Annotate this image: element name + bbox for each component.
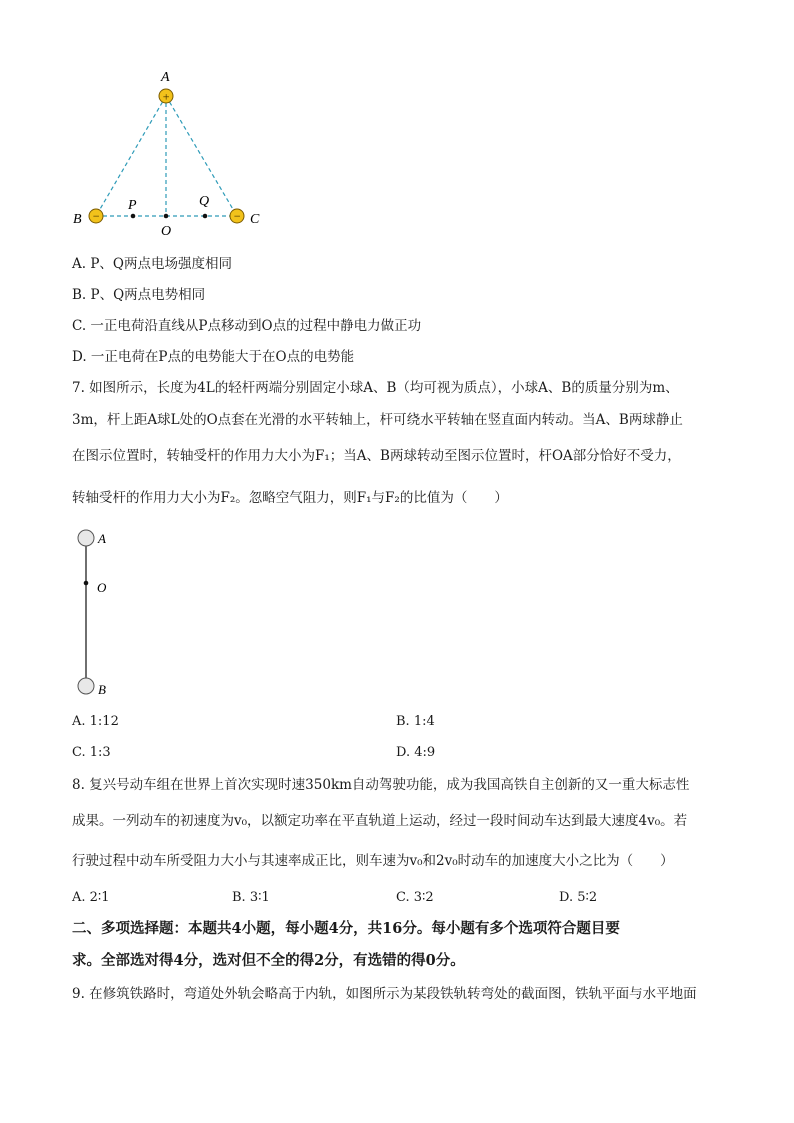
q6-option-c: C. 一正电荷沿直线从P点移动到O点的过程中静电力做正功 [72, 318, 422, 334]
ball-A [78, 530, 94, 546]
rod-label-A: A [98, 531, 106, 546]
q8-option-c: C. 3∶2 [396, 890, 434, 905]
section2-heading-line2: 求。全部选对得4分，选对但不全的得2分，有选错的得0分。 [72, 952, 465, 969]
q7-option-d: D. 4:9 [396, 745, 436, 760]
q7-option-b: B. 1:4 [396, 714, 435, 729]
q9-stem-line1: 9. 在修筑铁路时，弯道处外轨会略高于内轨，如图所示为某段铁轨转弯处的截面图，铁轨平面与水平地面 [72, 986, 697, 1002]
q7-option-a: A. 1:12 [72, 714, 119, 729]
label-O: O [161, 224, 172, 239]
rod-label-O: O [97, 580, 107, 595]
q7-stem-line4: 转轴受杆的作用力大小为F₂。忽略空气阻力，则F₁与F₂的比值为（ ） [72, 490, 508, 506]
charge-C-sign: − [232, 209, 242, 223]
q8-stem-line3: 行驶过程中动车所受阻力大小与其速率成正比，则车速为v₀和2v₀时动车的加速度大小之比为（ ） [72, 853, 674, 869]
label-C: C [250, 212, 260, 227]
charge-triangle-figure [60, 62, 290, 240]
label-P: P [128, 198, 137, 213]
q6-option-d: D. 一正电荷在P点的电势能大于在O点的电势能 [72, 349, 355, 365]
rod-label-B: B [98, 682, 106, 697]
point-P [131, 214, 136, 219]
q7-option-c: C. 1:3 [72, 745, 111, 760]
q8-stem-line2: 成果。一列动车的初速度为v₀，以额定功率在平直轨道上运动，经过一段时间动车达到最大速度4v₀。若 [72, 813, 688, 829]
q8-option-d: D. 5∶2 [559, 890, 598, 905]
q6-option-b: B. P、Q两点电势相同 [72, 287, 206, 303]
point-Q [203, 214, 208, 219]
ball-B [78, 678, 94, 694]
label-A: A [161, 70, 170, 85]
charge-A-sign: + [161, 89, 171, 104]
q7-stem-line3: 在图示位置时，转轴受杆的作用力大小为F₁；当A、B两球转动至图示位置时，杆OA部分恰好不受力， [72, 448, 681, 464]
q7-stem-line1: 7. 如图所示，长度为4L的轻杆两端分别固定小球A、B（均可视为质点），小球A、B的质量分别为m、 [72, 380, 679, 396]
q8-option-b: B. 3∶1 [232, 890, 270, 905]
q6-option-a: A. P、Q两点电场强度相同 [72, 256, 232, 272]
q7-stem-line2: 3m，杆上距A球L处的O点套在光滑的水平转轴上，杆可绕水平转轴在竖直面内转动。当A、B两球静止 [72, 412, 683, 428]
point-O [164, 214, 169, 219]
charge-B-sign: − [91, 209, 101, 223]
section2-heading-line1: 二、多项选择题：本题共4小题，每小题4分，共16分。每小题有多个选项符合题目要 [72, 920, 620, 937]
q8-stem-line1: 8. 复兴号动车组在世界上首次实现时速350km自动驾驶功能，成为我国高铁自主创新的又一重大标志性 [72, 777, 690, 793]
pivot-O [84, 581, 89, 586]
q8-option-a: A. 2∶1 [72, 890, 110, 905]
label-B: B [73, 212, 82, 227]
label-Q: Q [199, 194, 210, 209]
rod-figure [70, 522, 130, 702]
